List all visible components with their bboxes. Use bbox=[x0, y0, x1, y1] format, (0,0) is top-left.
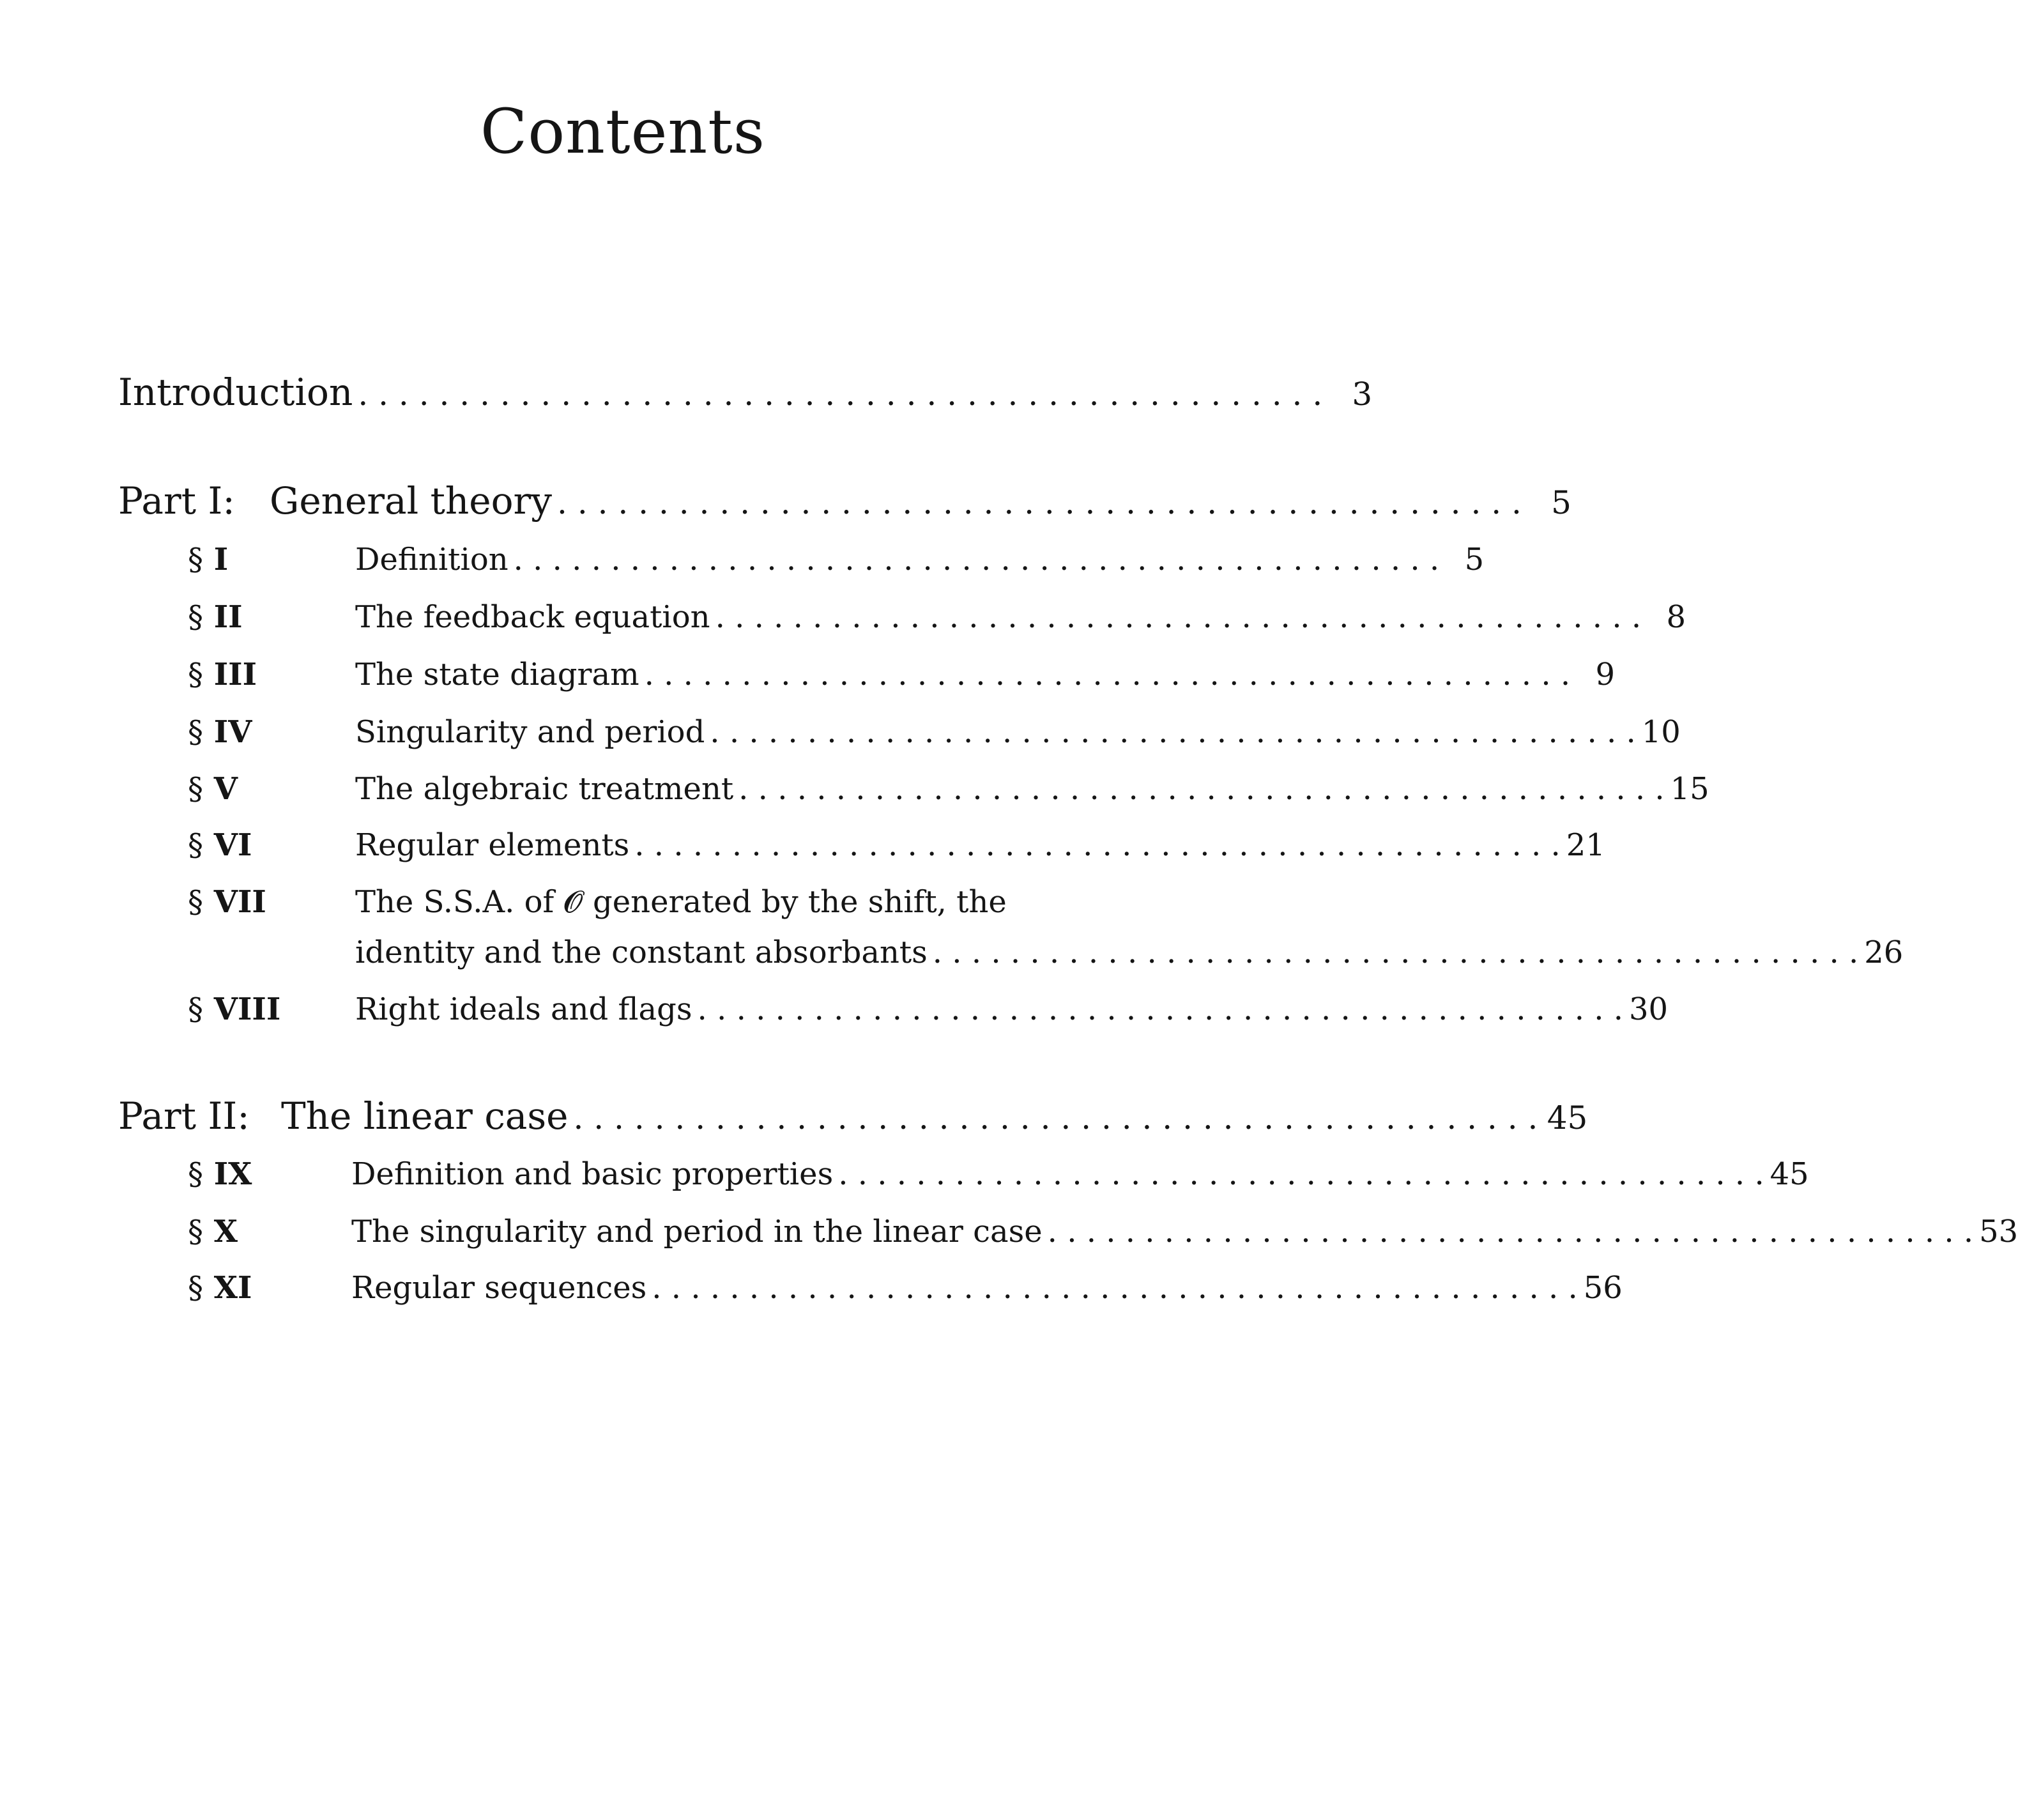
section-number: § II bbox=[188, 599, 243, 635]
section-title: The state diagram bbox=[355, 657, 639, 692]
page-number: 26 bbox=[1864, 935, 1904, 970]
part-title: The linear case bbox=[281, 1094, 569, 1138]
section-title: Right ideals and flags bbox=[355, 991, 692, 1027]
toc-entry-part-1[interactable] bbox=[118, 479, 1571, 523]
section-title: Regular sequences bbox=[351, 1270, 647, 1306]
section-number: § V bbox=[188, 771, 238, 807]
page-number: 45 bbox=[1547, 1099, 1588, 1136]
dot-leader: . . . . . . . . . . . . . . . . . . . . . . . . . . . . . . . . . . . . . . . . . . . . . . . . bbox=[710, 714, 1636, 750]
dot-leader: . . . . . . . . . . . . . . . . . . . . . . . . . . . . . . . . . . . . . . . . . . . . . . . . bbox=[644, 657, 1571, 692]
page-number: 10 bbox=[1641, 714, 1681, 750]
page-number: 8 bbox=[1666, 599, 1686, 635]
toc-entry-part-2[interactable] bbox=[118, 1094, 1588, 1138]
part-label: Part I: bbox=[118, 479, 235, 523]
section-number: § XI bbox=[188, 1270, 252, 1306]
page-number: 5 bbox=[1464, 542, 1485, 577]
section-title: The singularity and period in the linear case bbox=[351, 1214, 1043, 1250]
section-number: § VI bbox=[188, 827, 252, 863]
page-number: 3 bbox=[1352, 376, 1373, 413]
dot-leader: . . . . . . . . . . . . . . . . . . . . . . . . . . . . . . . . . . . . . . . . . . . . . . . . bbox=[1047, 1214, 1974, 1250]
page-number: 15 bbox=[1670, 771, 1709, 807]
section-title-line-2: identity and the constant absorbants bbox=[355, 935, 928, 970]
dot-leader: . . . . . . . . . . . . . . . . . . . . . . . . . . . . . . . . . . . . . . . . . . . . . . . . bbox=[715, 599, 1642, 635]
dot-leader: . . . . . . . . . . . . . . . . . . . . . . . . . . . . . . . . . . . . . . . . . . . . . . . . bbox=[573, 1099, 1538, 1136]
page-number: 45 bbox=[1770, 1156, 1809, 1192]
section-title: Definition bbox=[355, 542, 508, 577]
page-number: 5 bbox=[1551, 484, 1571, 521]
entry-title bbox=[118, 1094, 568, 1138]
entry-title: Introduction bbox=[118, 371, 353, 414]
page-number: 30 bbox=[1628, 991, 1669, 1027]
section-number: § IV bbox=[188, 714, 252, 750]
page-number: 53 bbox=[1979, 1214, 2018, 1250]
section-number: § VIII bbox=[188, 991, 281, 1027]
section-title: The algebraic treatment bbox=[355, 771, 734, 807]
section-title: Regular elements bbox=[355, 827, 630, 863]
dot-leader: . . . . . . . . . . . . . . . . . . . . . . . . . . . . . . . . . . . . . . . . . . . . . . . . bbox=[838, 1156, 1764, 1192]
dot-leader: . . . . . . . . . . . . . . . . . . . . . . . . . . . . . . . . . . . . . . . . . . . . . . . . bbox=[358, 376, 1323, 413]
section-number: § I bbox=[188, 542, 229, 577]
part-label: Part II: bbox=[118, 1094, 250, 1138]
section-number: § X bbox=[188, 1214, 238, 1250]
dot-leader: . . . . . . . . . . . . . . . . . . . . . . . . . . . . . . . . . . . . . . . . . . . . . . . . bbox=[634, 827, 1561, 863]
page-number: 56 bbox=[1583, 1270, 1623, 1306]
section-title: Singularity and period bbox=[355, 714, 705, 750]
dot-leader: . . . . . . . . . . . . . . . . . . . . . . . . . . . . . . . . . . . . . . . . . . . . . . . . bbox=[513, 542, 1440, 577]
dot-leader: . . . . . . . . . . . . . . . . . . . . . . . . . . . . . . . . . . . . . . . . . . . . . . . . bbox=[652, 1270, 1578, 1306]
toc-entry-introduction[interactable] bbox=[118, 371, 1373, 414]
dot-leader: . . . . . . . . . . . . . . . . . . . . . . . . . . . . . . . . . . . . . . . . . . . . . . . . bbox=[738, 771, 1665, 807]
page-title: Contents bbox=[480, 96, 766, 167]
page-number: 21 bbox=[1566, 827, 1605, 863]
dot-leader: . . . . . . . . . . . . . . . . . . . . . . . . . . . . . . . . . . . . . . . . . . . . . . . . bbox=[697, 991, 1624, 1027]
part-title: General theory bbox=[270, 479, 553, 523]
dot-leader: . . . . . . . . . . . . . . . . . . . . . . . . . . . . . . . . . . . . . . . . . . . . . . . . bbox=[932, 935, 1859, 970]
section-number: § III bbox=[188, 657, 257, 692]
section-number: § IX bbox=[188, 1156, 252, 1192]
section-title: Definition and basic properties bbox=[351, 1156, 834, 1192]
entry-title bbox=[118, 479, 552, 523]
section-title: The feedback equation bbox=[355, 599, 710, 635]
page-number: 9 bbox=[1595, 657, 1616, 692]
section-title-line-1: The S.S.A. of 𝓞 generated by the shift, the bbox=[355, 884, 1007, 920]
section-number: § VII bbox=[188, 884, 266, 920]
dot-leader: . . . . . . . . . . . . . . . . . . . . . . . . . . . . . . . . . . . . . . . . . . . . . . . . bbox=[557, 484, 1522, 521]
